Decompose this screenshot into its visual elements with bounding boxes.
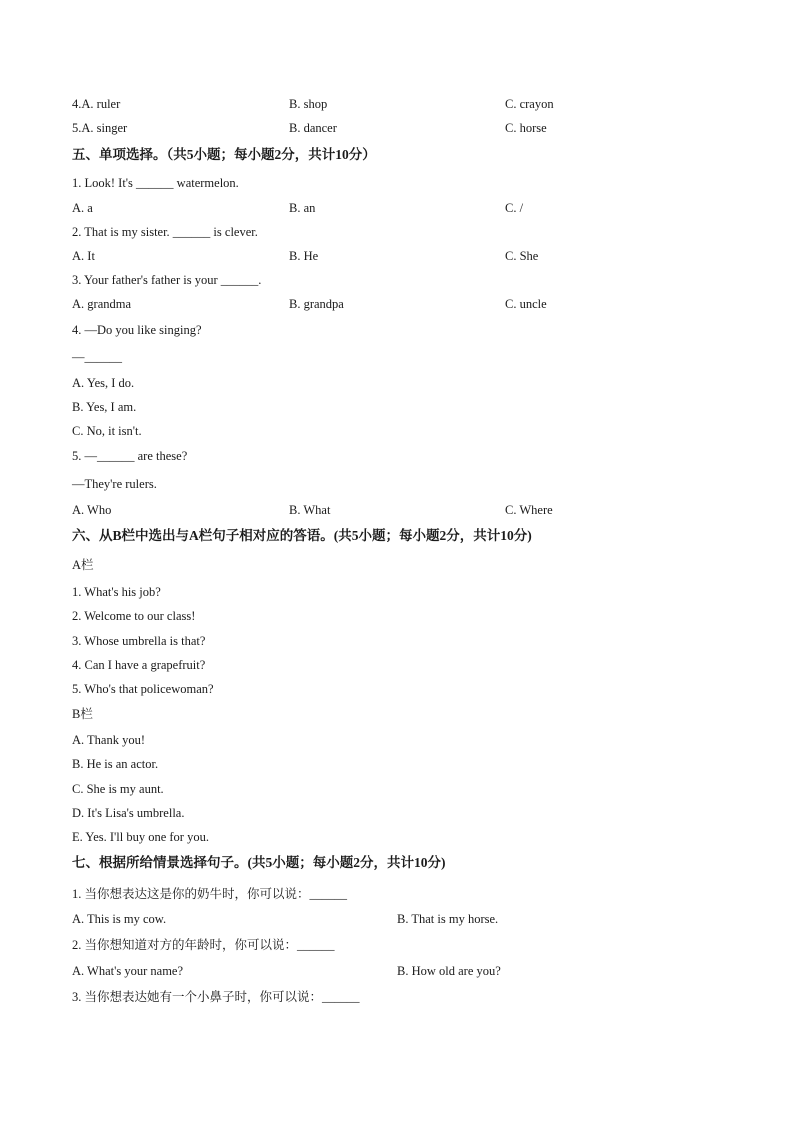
s5-q1-option-b: B. an bbox=[289, 201, 316, 215]
s5-q1-stem: 1. Look! It's ______ watermelon. bbox=[72, 176, 239, 190]
s5-q5-stem: 5. —______ are these? bbox=[72, 449, 188, 463]
s5-q3-option-b: B. grandpa bbox=[289, 297, 344, 311]
section7-title: 七、根据所给情景选择句子。(共5小题；每小题2分，共计10分) bbox=[72, 855, 446, 870]
s5-q2-stem: 2. That is my sister. ______ is clever. bbox=[72, 225, 258, 239]
column-b-item: B. He is an actor. bbox=[72, 757, 159, 771]
s5-q2-option-a: A. It bbox=[72, 249, 95, 263]
s5-q4-option-c: C. No, it isn't. bbox=[72, 424, 142, 438]
s5-q4-option-a: A. Yes, I do. bbox=[72, 376, 135, 390]
q5-prev-option-b: B. dancer bbox=[289, 121, 337, 135]
section6-title: 六、从B栏中选出与A栏句子相对应的答语。(共5小题；每小题2分，共计10分) bbox=[72, 528, 532, 543]
s5-q2-option-c: C. She bbox=[505, 249, 539, 263]
s5-q4-stem: 4. —Do you like singing? bbox=[72, 323, 202, 337]
s5-q1-option-a: A. a bbox=[72, 201, 93, 215]
s5-q1-option-c: C. / bbox=[505, 201, 524, 215]
s5-q3-option-c: C. uncle bbox=[505, 297, 547, 311]
s7-q1-option-a: A. This is my cow. bbox=[72, 912, 167, 926]
s7-q1-option-b: B. That is my horse. bbox=[397, 912, 499, 926]
s5-q5-option-b: B. What bbox=[289, 503, 331, 517]
column-b-label: B栏 bbox=[72, 707, 93, 721]
column-a-item: 5. Who's that policewoman? bbox=[72, 682, 214, 696]
s5-q5-option-a: A. Who bbox=[72, 503, 112, 517]
column-b-item: A. Thank you! bbox=[72, 733, 146, 747]
s5-q4-option-b: B. Yes, I am. bbox=[72, 400, 137, 414]
column-a-item: 2. Welcome to our class! bbox=[72, 609, 196, 623]
q5-prev-option-c: C. horse bbox=[505, 121, 547, 135]
q4-prev-option-a: 4.A. ruler bbox=[72, 97, 121, 111]
q4-prev-option-b: B. shop bbox=[289, 97, 328, 111]
section5-title: 五、单项选择。（共5小题；每小题2分，共计10分） bbox=[72, 147, 376, 162]
column-b-item: D. It's Lisa's umbrella. bbox=[72, 806, 185, 820]
s7-q2-option-a: A. What's your name? bbox=[72, 964, 184, 978]
column-b-item: C. She is my aunt. bbox=[72, 782, 164, 796]
s7-q2-option-b: B. How old are you? bbox=[397, 964, 501, 978]
s5-q5-option-c: C. Where bbox=[505, 503, 553, 517]
column-a-item: 1. What's his job? bbox=[72, 585, 161, 599]
s5-q5-reply: —They're rulers. bbox=[72, 477, 157, 491]
column-a-label: A栏 bbox=[72, 558, 94, 572]
column-b-item: E. Yes. I'll buy one for you. bbox=[72, 830, 209, 844]
s7-q1-stem: 1. 当你想表达这是你的奶牛时，你可以说：______ bbox=[72, 887, 348, 901]
s7-q3-stem: 3. 当你想表达她有一个小鼻子时，你可以说：______ bbox=[72, 990, 360, 1004]
column-a-item: 4. Can I have a grapefruit? bbox=[72, 658, 206, 672]
q4-prev-option-c: C. crayon bbox=[505, 97, 554, 111]
s5-q4-reply: —______ bbox=[72, 350, 122, 364]
column-a-item: 3. Whose umbrella is that? bbox=[72, 634, 206, 648]
s5-q3-stem: 3. Your father's father is your ______. bbox=[72, 273, 262, 287]
s5-q2-option-b: B. He bbox=[289, 249, 319, 263]
s7-q2-stem: 2. 当你想知道对方的年龄时，你可以说：______ bbox=[72, 938, 335, 952]
q5-prev-option-a: 5.A. singer bbox=[72, 121, 128, 135]
s5-q3-option-a: A. grandma bbox=[72, 297, 132, 311]
